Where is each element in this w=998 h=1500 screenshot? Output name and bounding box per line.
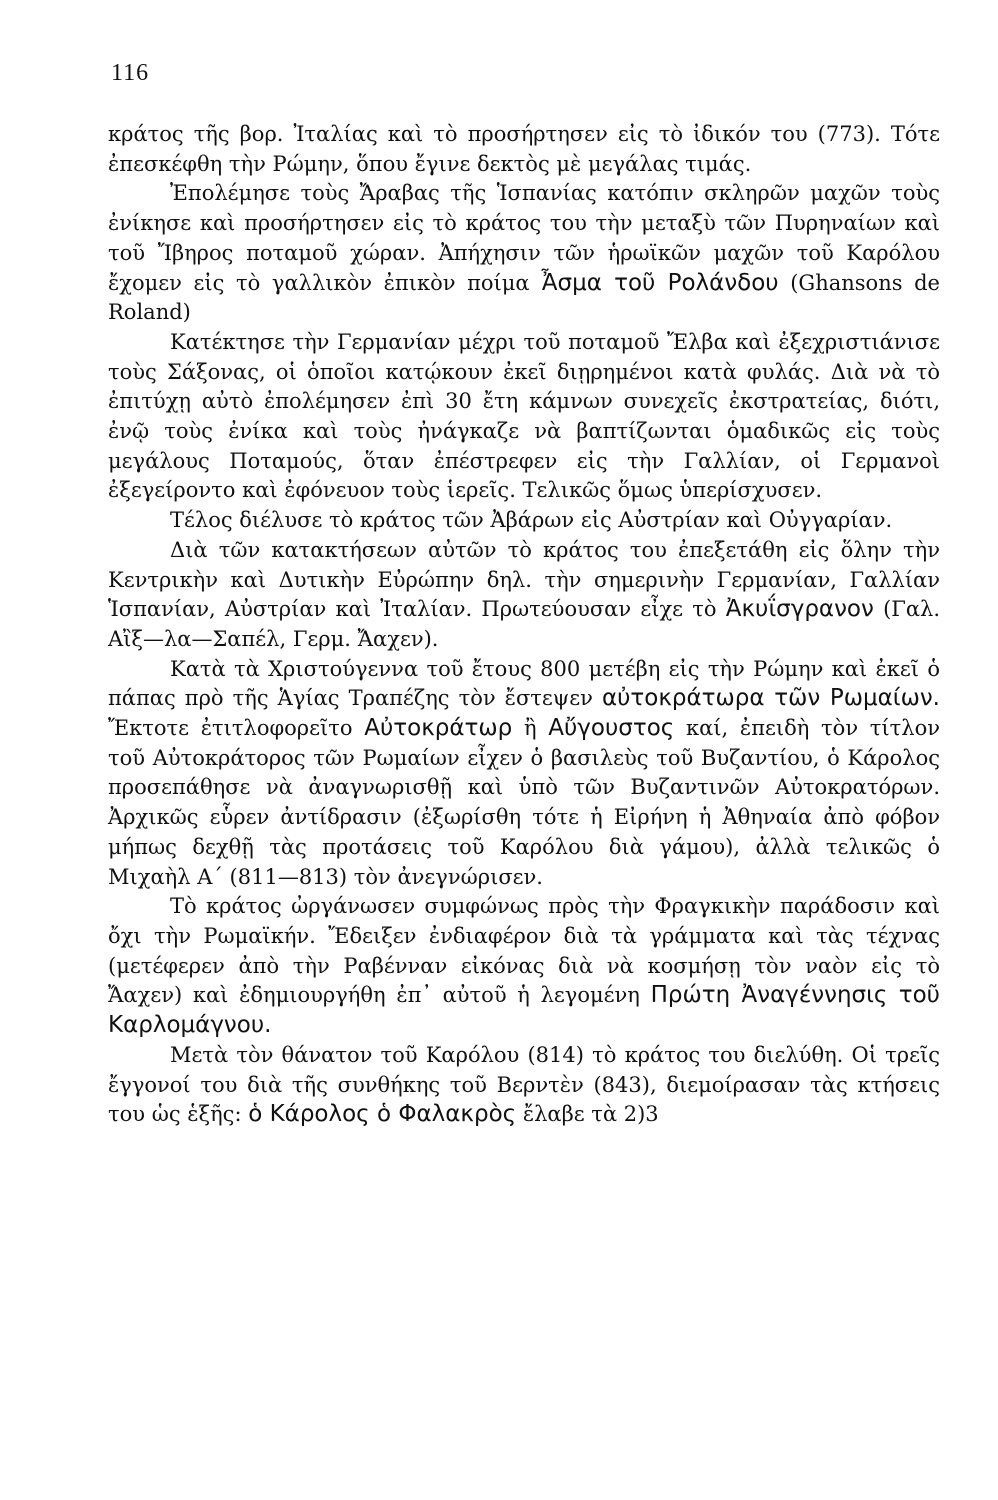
emphasis-title: Ἆσμα τοῦ Ρολάνδου xyxy=(541,269,779,296)
emphasis-name: ὁ Κάρολος ὁ Φαλακρὸς xyxy=(248,1101,517,1128)
text-run: (Ghansons de Roland) xyxy=(108,270,940,325)
paragraph xyxy=(108,655,940,893)
text-run: Τέλος διέλυσε τὸ κράτος τῶν Ἀβάρων εἰς Αὐστρίαν καὶ Οὐγγαρίαν. xyxy=(170,508,893,533)
paragraph xyxy=(108,506,940,536)
text-run: Κατέκτησε τὴν Γερμανίαν μέχρι τοῦ ποταμοῦ Ἔλβα καὶ ἐξεχριστιάνισε τοὺς Σάξονας, οἱ ὁποῖοι κατῴκουν ἐκεῖ διῃρημένοι κατὰ φυλάς. Διὰ νὰ τὸ ἐπιτύχῃ αὐτὸ ἐπολέμησεν ἐπὶ 30 ἔτη κάμνων συνεχεῖς ἐκστρατείας, διότι, ἐνῷ τοὺς ἐνίκα καὶ τοὺς ἠνάγκαζε νὰ βαπτίζωνται ὁμαδικῶς εἰς τοὺς μεγάλους Ποταμούς, ὅταν ἐπέστρεφεν εἰς τὴν Γαλλίαν, οἱ Γερμανοὶ ἐξεγείροντο καὶ ἐφόνευον τοὺς ἱερεῖς. Τελικῶς ὅμως ὑπερίσχυσεν. xyxy=(108,329,940,503)
paragraph xyxy=(108,328,940,506)
paragraph xyxy=(108,1041,940,1130)
emphasis-title: Αὐτοκράτωρ xyxy=(364,715,513,742)
text-run: καί, ἐπειδὴ τὸν τίτλον τοῦ Αὐτοκράτορος τῶν Ρωμαίων εἶχεν ὁ βασιλεὺς τοῦ Βυζαντίου, ὁ Κάρολος προσεπάθησε νὰ ἀναγνωρισθῇ καὶ ὑπὸ τῶν Βυζαντινῶν Αὐτοκρατόρων. Ἀρχικῶς εὗρεν ἀντίδρασιν (ἐξωρίσθη τότε ἡ Εἰρήνη ἡ Ἀθηναία ἀπὸ φόβον μήπως δεχθῇ τὰς προτάσεις τοῦ Καρόλου διὰ γάμου), ἀλλὰ τελικῶς ὁ Μιχαὴλ Α΄ (811—813) τὸν ἀνεγνώρισεν. xyxy=(108,716,940,889)
paragraph xyxy=(108,536,940,655)
page-body xyxy=(108,120,940,1130)
text-run: Ἐπολέμησε τοὺς Ἄραβας τῆς Ἱσπανίας κατόπιν σκληρῶν μαχῶν τοὺς ἐνίκησε καὶ προσήρτησεν εἰς τὸ κράτος του τὴν μεταξὺ τῶν Πυρηναίων καὶ τοῦ Ἴβηρος ποταμοῦ χώραν. Ἀπήχησιν τῶν ἡρωϊκῶν μαχῶν τοῦ Καρόλου ἔχομεν εἰς τὸ γαλλικὸν ἐπικὸν ποίμα xyxy=(108,181,940,295)
emphasis-title: Αὔγουστος xyxy=(548,715,675,742)
text-run: Μετὰ τὸν θάνατον τοῦ Καρόλου (814) τὸ κράτος του διελύθη. Οἱ τρεῖς ἔγγονοί του διὰ τῆς συνθήκης τοῦ Βερντὲν (843), διεμοίρασαν τὰς κτήσεις του ὡς ἑξῆς: xyxy=(108,1042,940,1127)
emphasis-title: αὐτοκράτωρα τῶν Ρωμαίων. xyxy=(601,685,940,712)
text-run: Διὰ τῶν κατακτήσεων αὐτῶν τὸ κράτος του ἐπεξετάθη εἰς ὅλην τὴν Κεντρικὴν καὶ Δυτικὴν Εὐρώπην δηλ. τὴν σημερινὴν Γερμανίαν, Γαλλίαν Ἱσπανίαν, Αὐστρίαν καὶ Ἰταλίαν. Πρωτεύουσαν εἶχε τὸ xyxy=(108,537,940,622)
page-number: 116 xyxy=(111,60,150,86)
emphasis-capital: Ἀκυΐσγρανον xyxy=(725,596,874,623)
text-run: ἢ xyxy=(512,716,549,741)
text-run: Κατὰ τὰ Χριστούγεννα τοῦ ἔτους 800 μετέβη εἰς τὴν Ρώμην καὶ ἐκεῖ ὁ πάπας πρὸ τῆς Ἁγίας Τραπέζης τὸν ἔστεψεν xyxy=(108,656,940,711)
text-run: ἔλαβε τὰ 2)3 xyxy=(516,1102,659,1127)
paragraph xyxy=(108,120,940,179)
text-run: Ἔκτοτε ἐτιτλοφορεῖτο xyxy=(108,716,365,741)
paragraph xyxy=(108,179,940,328)
text-run: (Γαλ. Αἲξ—λα—Σαπέλ, Γερμ. Ἄαχεν). xyxy=(108,597,940,651)
text-run: κράτος τῆς βορ. Ἰταλίας καὶ τὸ προσήρτησεν εἰς τὸ ἰδικόν του (773). Τότε ἐπεσκέφθη τὴν Ρώμην, ὅπου ἔγινε δεκτὸς μὲ μεγάλας τιμάς. xyxy=(108,122,940,176)
text-run: Τὸ κράτος ὠργάνωσεν συμφώνως πρὸς τὴν Φραγκικὴν παράδοσιν καὶ ὄχι τὴν Ρωμαϊκήν. Ἔδειξεν ἐνδιαφέρον διὰ τὰ γράμματα καὶ τὰς τέχνας (μετέφερεν ἀπὸ τὴν Ραβένναν εἰκόνας διὰ νὰ κοσμήσῃ τὸν ναὸν εἰς τὸ Ἄαχεν) καὶ ἐδημιουργήθη ἐπ᾿ αὐτοῦ ἡ λεγομένη xyxy=(108,894,940,1008)
paragraph xyxy=(108,892,940,1041)
emphasis-title: Πρώτη Ἀναγέννησις τοῦ Καρλομάγνου. xyxy=(108,982,940,1039)
